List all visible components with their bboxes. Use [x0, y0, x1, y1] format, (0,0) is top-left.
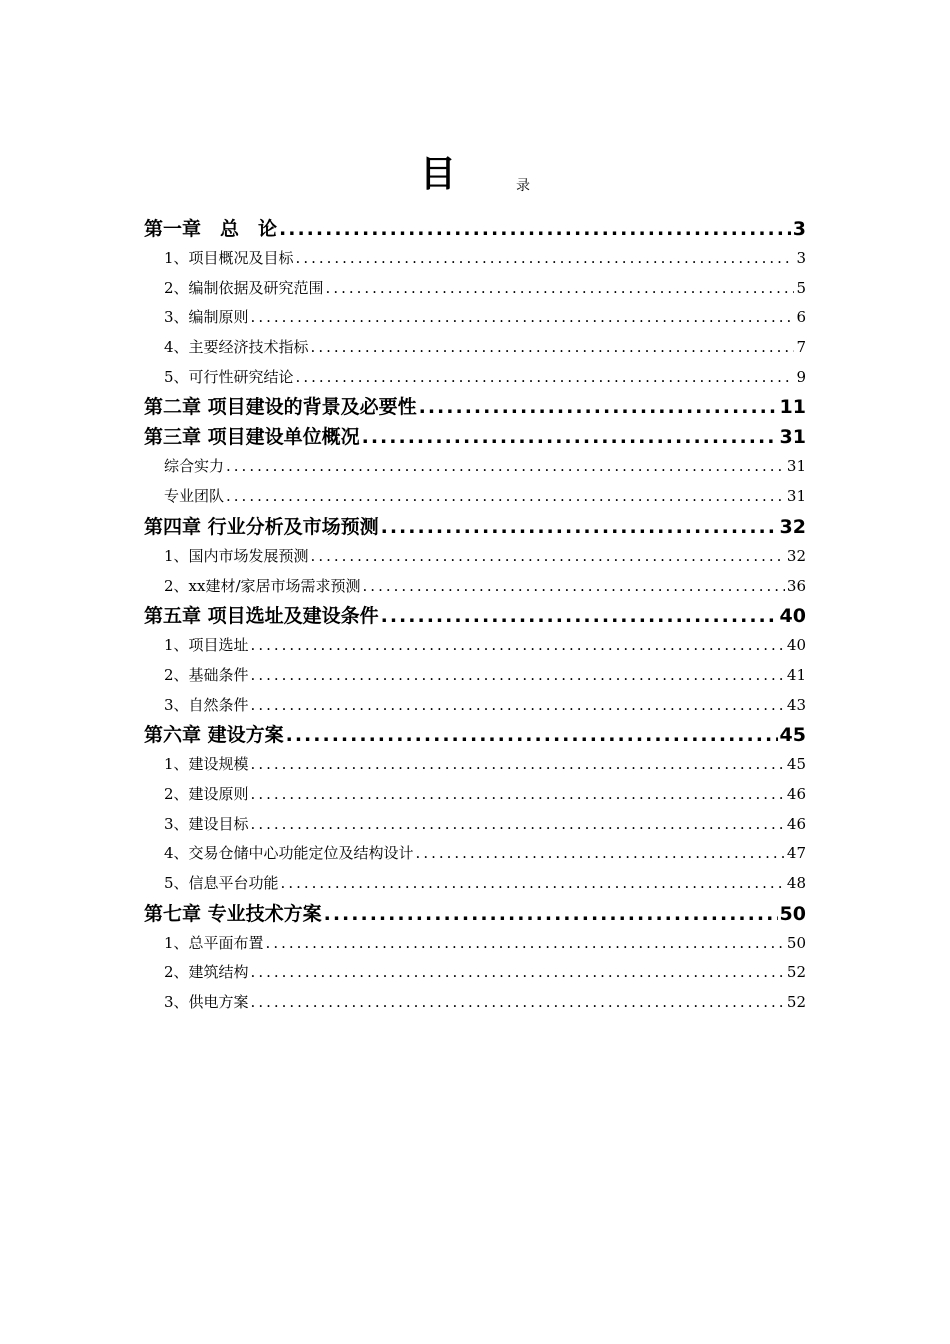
toc-dot-leader	[311, 333, 795, 363]
toc-entry-label: 3、编制原则	[164, 308, 249, 327]
toc-dot-leader	[296, 244, 795, 274]
toc-entry-label: 3、自然条件	[164, 695, 249, 714]
toc-section-entry[interactable]	[144, 542, 806, 572]
toc-section-entry[interactable]	[144, 958, 806, 988]
toc-dot-leader	[363, 572, 785, 602]
toc-entry-page-number: 9	[796, 367, 806, 386]
toc-dot-leader	[324, 899, 778, 929]
toc-entry-label: 第七章 专业技术方案	[144, 902, 322, 925]
toc-dot-leader	[266, 929, 785, 959]
toc-dot-leader	[362, 422, 778, 452]
toc-section-entry[interactable]	[144, 988, 806, 1018]
toc-entry-label: 2、建设原则	[164, 784, 249, 803]
toc-entry-label: 第五章 项目选址及建设条件	[144, 605, 379, 628]
toc-dot-leader	[381, 512, 778, 542]
toc-dot-leader	[251, 303, 795, 333]
toc-entry-page-number: 50	[779, 902, 806, 925]
toc-section-entry[interactable]	[144, 303, 806, 333]
toc-entry-label: 4、交易仓储中心功能定位及结构设计	[164, 844, 414, 863]
toc-dot-leader	[251, 988, 785, 1018]
toc-dot-leader	[279, 214, 791, 244]
toc-entry-label: 1、国内市场发展预测	[164, 546, 309, 565]
toc-entry-label: 1、总平面布置	[164, 933, 264, 952]
toc-entry-label: 综合实力	[164, 457, 225, 476]
toc-title	[0, 150, 950, 200]
toc-dot-leader	[381, 601, 778, 631]
toc-section-entry[interactable]	[144, 363, 806, 393]
toc-chapter-entry[interactable]	[144, 601, 806, 631]
toc-entry-page-number: 43	[786, 695, 806, 714]
toc-section-entry[interactable]	[144, 333, 806, 363]
toc-dot-leader	[416, 839, 785, 869]
toc-entry-label: 第六章 建设方案	[144, 724, 284, 747]
toc-section-entry[interactable]	[144, 452, 806, 482]
toc-dot-leader	[286, 720, 778, 750]
toc-dot-leader	[251, 691, 785, 721]
toc-section-entry[interactable]	[144, 631, 806, 661]
toc-dot-leader	[251, 661, 785, 691]
toc-entry-page-number: 50	[786, 933, 806, 952]
toc-entry-page-number: 3	[792, 218, 806, 240]
toc-chapter-entry[interactable]	[144, 512, 806, 542]
toc-entry-page-number: 31	[779, 426, 806, 449]
toc-title-secondary: 录	[516, 178, 530, 194]
toc-section-entry[interactable]	[144, 572, 806, 602]
toc-section-entry[interactable]	[144, 691, 806, 721]
toc-entry-page-number: 31	[786, 457, 806, 476]
toc-entry-page-number: 46	[786, 814, 806, 833]
toc-entry-label: 1、建设规模	[164, 755, 249, 774]
toc-entry-page-number: 32	[779, 515, 806, 538]
toc-dot-leader	[311, 542, 785, 572]
toc-dot-leader	[419, 392, 778, 422]
toc-entry-label: 5、可行性研究结论	[164, 367, 294, 386]
toc-section-entry[interactable]	[144, 661, 806, 691]
toc-entry-label: 2、xx建材/家居市场需求预测	[164, 576, 361, 595]
toc-entry-page-number: 45	[786, 755, 806, 774]
toc-entry-page-number: 31	[786, 487, 806, 506]
toc-entry-page-number: 40	[786, 636, 806, 655]
toc-section-entry[interactable]	[144, 482, 806, 512]
toc-section-entry[interactable]	[144, 750, 806, 780]
toc-entry-page-number: 6	[796, 308, 806, 327]
toc-entry-label: 2、建筑结构	[164, 963, 249, 982]
toc-dot-leader	[251, 780, 785, 810]
toc-section-entry[interactable]	[144, 810, 806, 840]
toc-dot-leader	[281, 869, 785, 899]
toc-chapter-entry[interactable]	[144, 899, 806, 929]
toc-chapter-entry[interactable]	[144, 422, 806, 452]
toc-chapter-entry[interactable]	[144, 720, 806, 750]
toc-entry-page-number: 41	[786, 665, 806, 684]
toc-dot-leader	[251, 631, 785, 661]
toc-entry-label: 专业团队	[164, 487, 225, 506]
toc-title-main: 目	[419, 154, 456, 195]
toc-entry-page-number: 52	[786, 993, 806, 1012]
toc-entry-label: 3、建设目标	[164, 814, 249, 833]
toc-entry-label: 第四章 行业分析及市场预测	[144, 515, 379, 538]
toc-entry-label: 3、供电方案	[164, 993, 249, 1012]
toc-entry-label: 1、项目概况及目标	[164, 249, 294, 267]
toc-dot-leader	[296, 363, 795, 393]
toc-dot-leader	[326, 274, 795, 304]
toc-dot-leader	[226, 482, 785, 512]
toc-entry-label: 第二章 项目建设的背景及必要性	[144, 396, 417, 419]
toc-entry-label: 1、项目选址	[164, 636, 249, 655]
toc-entry-page-number: 52	[786, 963, 806, 982]
table-of-contents	[144, 214, 806, 1018]
toc-dot-leader	[251, 810, 785, 840]
toc-entry-label: 第一章 总 论	[144, 218, 278, 240]
toc-section-entry[interactable]	[144, 839, 806, 869]
toc-entry-label: 2、基础条件	[164, 665, 249, 684]
toc-section-entry[interactable]	[144, 780, 806, 810]
toc-section-entry[interactable]	[144, 244, 806, 274]
toc-chapter-entry[interactable]	[144, 214, 806, 244]
toc-entry-page-number: 46	[786, 784, 806, 803]
toc-entry-page-number: 45	[779, 724, 806, 747]
toc-section-entry[interactable]	[144, 869, 806, 899]
toc-entry-page-number: 3	[796, 249, 806, 267]
toc-entry-page-number: 47	[786, 844, 806, 863]
toc-entry-page-number: 36	[786, 576, 806, 595]
toc-section-entry[interactable]	[144, 274, 806, 304]
toc-entry-label: 5、信息平台功能	[164, 874, 279, 892]
toc-entry-page-number: 32	[786, 546, 806, 565]
toc-entry-page-number: 5	[796, 278, 806, 297]
toc-entry-label: 第三章 项目建设单位概况	[144, 426, 360, 449]
toc-chapter-entry[interactable]	[144, 392, 806, 422]
toc-entry-page-number: 40	[779, 605, 806, 628]
toc-dot-leader	[251, 750, 785, 780]
toc-entry-page-number: 11	[779, 396, 806, 419]
toc-entry-page-number: 48	[786, 874, 806, 892]
toc-entry-label: 4、主要经济技术指标	[164, 338, 309, 357]
toc-entry-page-number: 7	[796, 338, 806, 357]
toc-entry-label: 2、编制依据及研究范围	[164, 278, 324, 297]
toc-section-entry[interactable]	[144, 929, 806, 959]
toc-dot-leader	[226, 452, 785, 482]
toc-dot-leader	[251, 958, 785, 988]
